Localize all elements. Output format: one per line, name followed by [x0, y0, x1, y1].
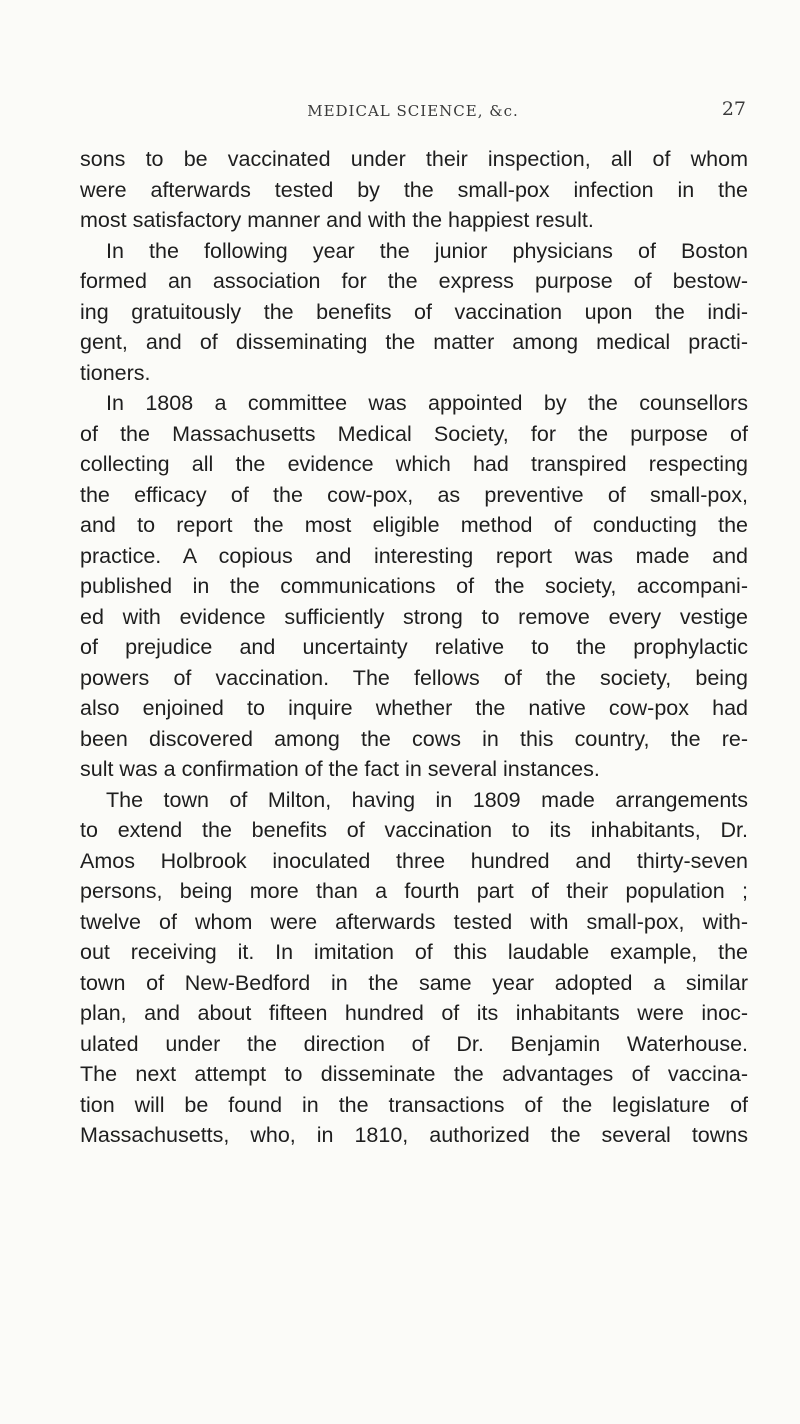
text-line: to extend the benefits of vaccination to its inhabitants, Dr.	[80, 818, 748, 842]
text-line: plan, and about fifteen hundred of its inhabitants were inoc-	[80, 1001, 748, 1025]
text-line: tion will be found in the transactions of the legislature of	[80, 1092, 748, 1117]
text-line: powers of vaccination. The fellows of the society, being	[80, 665, 748, 690]
text-line: persons, being more than a fourth part of their population ;	[80, 879, 748, 903]
text-line: town of New-Bedford in the same year adopted a similar	[80, 970, 748, 995]
text-line: were afterwards tested by the small-pox infection in the	[80, 177, 748, 202]
text-line: tioners.	[80, 360, 151, 385]
page-number: 27	[721, 98, 746, 120]
text-line: The next attempt to disseminate the advantages of vaccina-	[80, 1062, 748, 1086]
text-line: practice. A copious and interesting report was made and	[80, 543, 748, 568]
text-line: In 1808 a committee was appointed by the counsellors	[106, 391, 748, 415]
text-line: formed an association for the express purpose of bestow-	[80, 269, 748, 293]
text-line: sons to be vaccinated under their inspection, all of whom	[80, 147, 748, 171]
running-head	[80, 98, 746, 130]
text-line: of prejudice and uncertainty relative to the prophylactic	[80, 635, 748, 659]
text-line: Amos Holbrook inoculated three hundred and thirty-seven	[80, 848, 748, 873]
text-line: The town of Milton, having in 1809 made arrangements	[106, 787, 748, 812]
text-line: twelve of whom were afterwards tested with small-pox, with-	[80, 909, 748, 934]
text-line: out receiving it. In imitation of this laudable example, the	[80, 940, 748, 964]
text-line: the efficacy of the cow-pox, as preventive of small-pox,	[80, 482, 748, 507]
text-line: of the Massachusetts Medical Society, for the purpose of	[80, 421, 748, 446]
text-line: gent, and of disseminating the matter among medical practi-	[80, 330, 748, 354]
text-line: Massachusetts, who, in 1810, authorized the several towns	[80, 1123, 748, 1147]
text-line: ing gratuitously the benefits of vaccination upon the indi-	[80, 299, 748, 324]
running-title: MEDICAL SCIENCE, &c.	[307, 102, 519, 120]
text-line: In the following year the junior physicians of Boston	[106, 238, 748, 263]
text-line: ulated under the direction of Dr. Benjamin Waterhouse.	[80, 1031, 748, 1056]
body-text	[80, 144, 748, 1151]
text-line: and to report the most eligible method of conducting the	[80, 513, 748, 537]
text-line: also enjoined to inquire whether the native cow-pox had	[80, 696, 748, 720]
text-line: been discovered among the cows in this country, the re-	[80, 726, 748, 751]
text-line: ed with evidence sufficiently strong to remove every vestige	[80, 604, 748, 629]
text-line: published in the communications of the society, accompani-	[80, 574, 748, 598]
text-line: most satisfactory manner and with the happiest result.	[80, 208, 594, 232]
text-line: sult was a confirmation of the fact in several instances.	[80, 757, 600, 781]
text-line: collecting all the evidence which had transpired respecting	[80, 452, 748, 476]
